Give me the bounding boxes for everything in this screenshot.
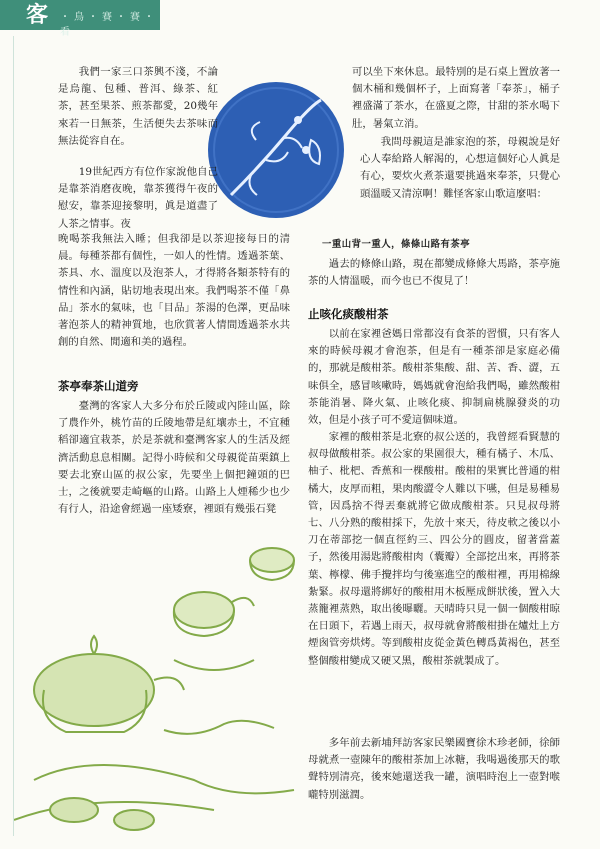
- right-paragraph-3: 過去的條條山路，現在都變成條條大馬路，茶亭施茶的人情溫暖，而今也已不復見了！: [308, 258, 560, 288]
- section-header-bar: [0, 0, 160, 38]
- left-paragraph-1: 我們一家三口茶興不淺，不論是烏龍、包種、普洱、綠茶、紅茶，甚至果茶、煎茶都愛，20幾年來若一日無茶，生活便失去茶味而無法從容自在。: [58, 66, 218, 147]
- left-paragraph-2b: 晚喝茶我無法入睡；但我卻是以茶迎接每日的清晨。每種茶都有個性，一如人的性情。透過茶葉、茶具、水、溫度以及泡茶人，才得將各類茶特有的情性和內涵，貼切地表現出來。我們喝茶不僅「鼻品」茶水的氣味，也「目品」茶湯的色澤，更品味著泡茶人的精神質地，也欣賞著人情間透過茶水共創的自然、閒適和美的過程。: [58, 233, 290, 349]
- left-paragraph-2a: 19世紀西方有位作家說他自己是靠茶消磨夜晚，靠茶獲得午夜的慰安，靠茶迎接黎明，眞是道盡了人茶之情事。夜: [58, 166, 218, 230]
- right-paragraph-5: 家裡的酸柑茶是北寮的叔公送的，我曾經看賢慧的叔母做酸柑茶。叔公家的果園很大，種有橘子、木瓜、柚子、枇杷、香蕉和一棵酸柑。酸柑的果實比普通的柑橘大，皮厚而粗，果肉酸澀令人難以下嚥，但是易種易管，因爲捨不得丟棄就將它做成酸柑茶。只見叔母將七、八分熟的酸柑採下，先放十來天，待皮軟之後以小刀在蒂部挖一個直徑約三、四公分的圓皮，留著當蓋子，然後用湯匙將酸柑肉（囊瓣）全部挖出來，再將茶葉、檸檬、佛手攪拌均勻後塞進空的酸柑裡，再用棉線紮緊。叔母還將綁好的酸柑用木板壓成餅狀後，置入大蒸籠裡蒸熟，取出後曝曬。天晴時只見一個一個酸柑晾在日頭下，若遇上雨天，叔母就會將酸柑掛在爐灶上方煙囪管旁烘烤。等到酸柑皮從金黃色轉爲黃褐色，甚至整個酸柑變成又硬又黑，酸柑茶就製成了。: [308, 431, 560, 667]
- right-paragraph-1: 可以坐下來休息。最特別的是石桌上置放著一個木桶和幾個杯子，上面寫著「奉茶」，桶子裡盛滿了茶水，在盛夏之際，甘甜的茶水喝下肚，暑氣立消。: [352, 66, 560, 130]
- right-paragraph-4: 以前在家裡爸媽日常都沒有食茶的習慣，只有客人來的時候母親才會泡茶，但是有一種茶卻是家庭必備的，那就是酸柑茶。酸柑茶集酸、甜、苦、香、澀，五味俱全，感冒咳嗽時，媽媽就會泡給我們喝，雖然酸柑茶能消暑、降火氣、止咳化痰、抑制扁桃腺發炎的功效，但是小孩子可不愛這個味道。: [308, 328, 560, 427]
- section-brand-char: 客: [26, 2, 49, 28]
- teapot-illustration: [14, 520, 304, 845]
- heading-tea-pavilion: 茶亭奉茶山道旁: [58, 379, 139, 393]
- right-paragraph-2: 我問母親這是誰家泡的茶，母親說是好心人奉給路人解渴的，心想這個好心人眞是有心，要炊火煮茶還要挑過來奉茶，只覺心頭溫暖又清涼啊！難怪客家山歌這麼唱：: [360, 136, 560, 200]
- hakka-song-quote: 一重山背一重人，條條山路有茶亭: [322, 239, 471, 250]
- left-paragraph-3: 臺灣的客家人大多分布於丘陵或內陸山區，除了農作外，桃竹苗的丘陵地帶是紅壤赤土，不宜種稻卻適宜栽茶，於是茶就和臺灣客家人的生活及經濟活動息息相關。記得小時候和父母親從苗栗鎮上要去北寮山區的叔公家，先要坐上個把鐘頭的巴士，之後就要走崎嶇的山路。山路上人煙稀少也少有行人，沿途會經過一座矮寮，裡頭有幾張石凳: [58, 400, 290, 516]
- heading-sour-citrus-tea: 止咳化痰酸柑茶: [308, 307, 389, 321]
- section-subtitle: ・ 鳥 ・ 賽 ・ 賽 ・看: [60, 12, 156, 38]
- right-paragraph-6: 多年前去新埔拜訪客家民樂國寶徐木珍老師，徐師母就煮一壺陳年的酸柑茶加上冰糖，我喝過後那天的歌聲特別清亮，後來她還送我一罐，演唱時泡上一壺對喉嚨特別滋潤。: [308, 737, 560, 801]
- blue-plate-illustration: [206, 80, 346, 220]
